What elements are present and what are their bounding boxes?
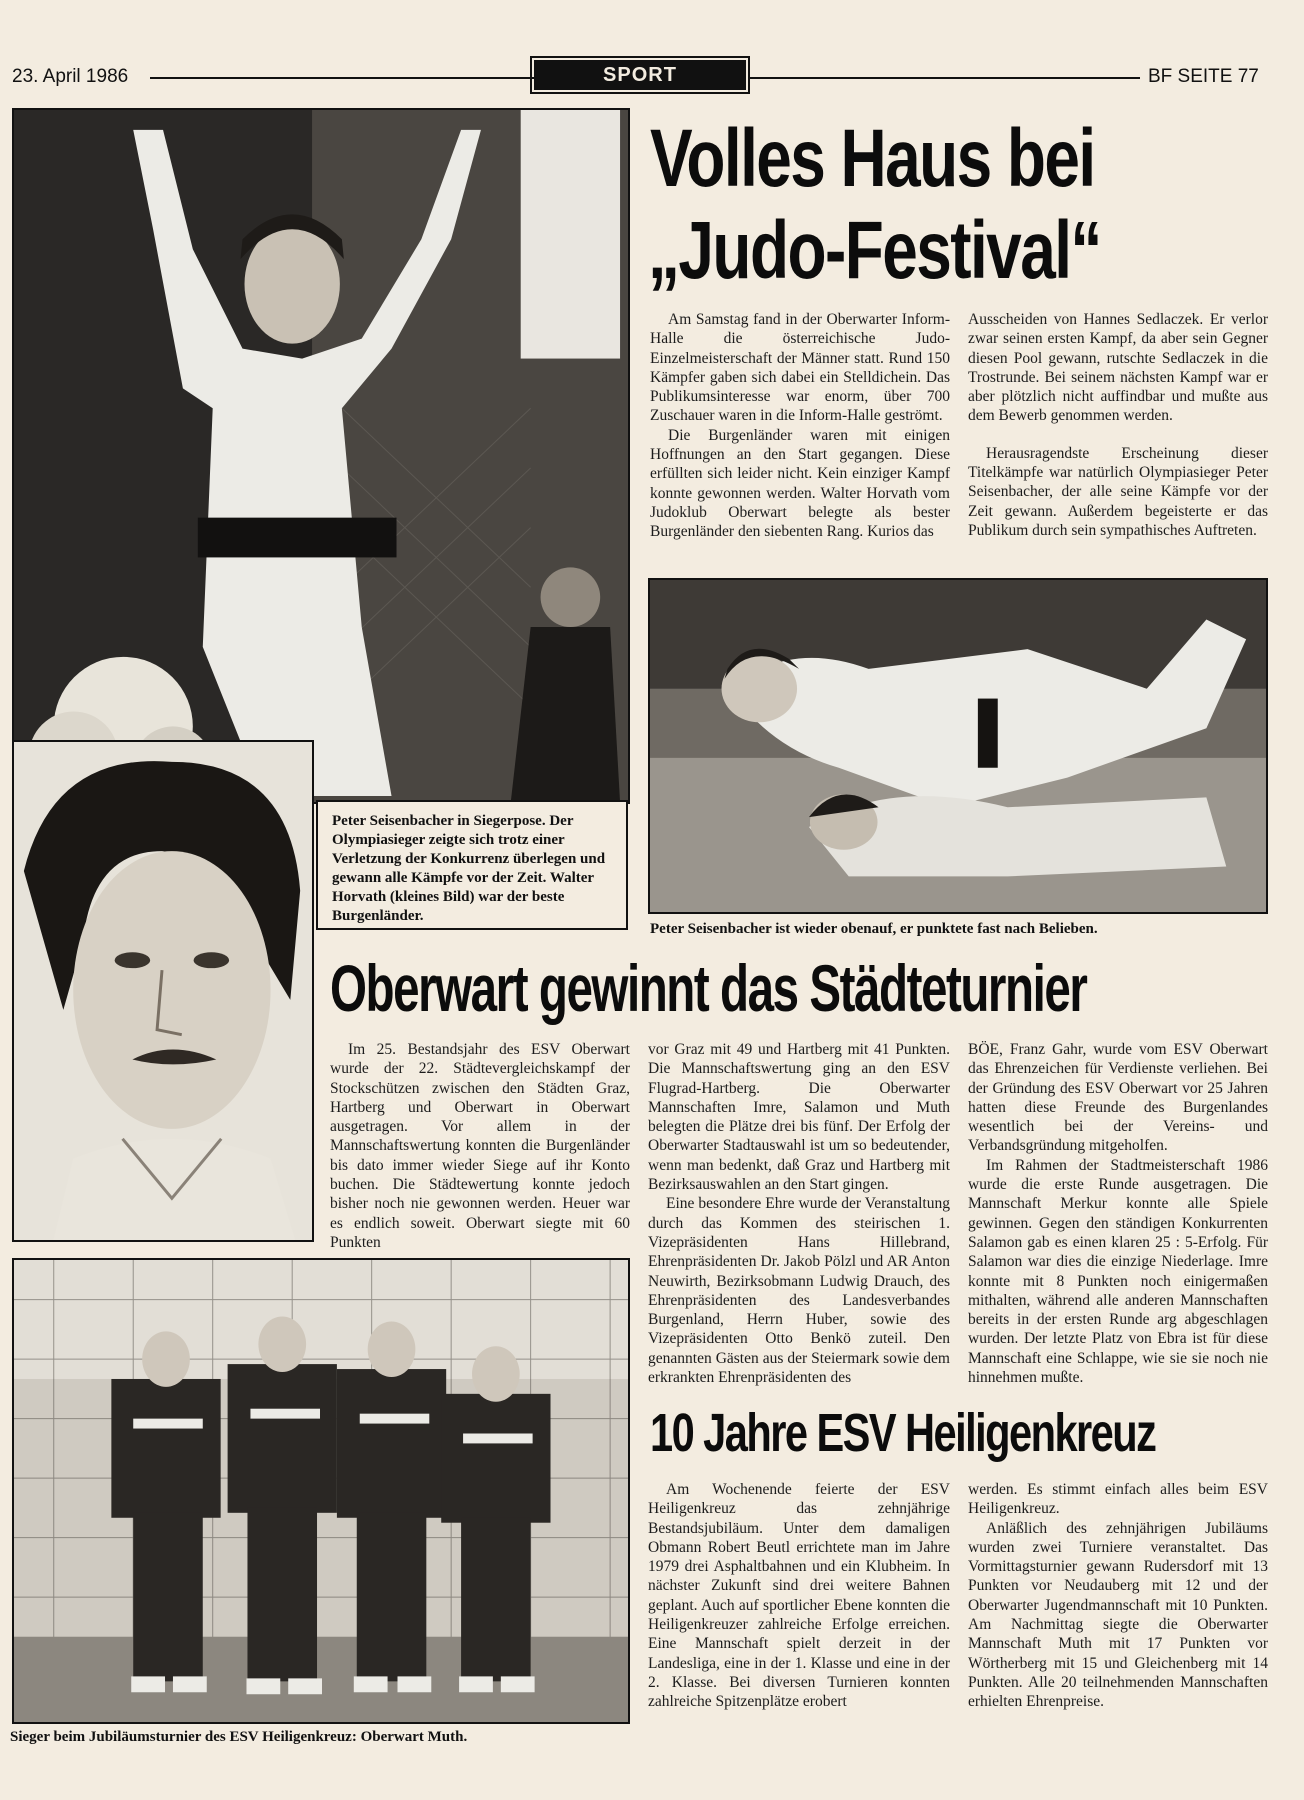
paragraph: Im Rahmen der Stadtmeisterschaft 1986 wurde die erste Runde ausgetragen. Die Mannschaft Merkur konnte alle Spiele gewinnen. Gegen den ständigen Konkurrenten Salamon gab es einen klaren 25 : 5-Erfolg. Für Salamon war dies die einzige Niederlage. Imre konnte mit 8 Punkten noch einigermaßen mithalten, während alle anderen Mannschaften bereits in der ersten Runde arg abgeschlagen wurden. Der letzte Platz von Ebra ist für diese Mannschaft eine Schlappe, wie sie sie noch nie hinnehmen mußte.	[968, 1156, 1268, 1387]
paragraph: Am Samstag fand in der Oberwarter Inform-Halle die österreichische Judo-Einzelmeisterschaft der Männer statt. Rund 150 Kämpfer gaben sich dabei ein Stelldichein. Das Publikumsinteresse war enorm, über 700 Zuschauer waren in die Inform-Halle geströmt.	[650, 311, 950, 425]
header-rule-left	[150, 77, 534, 79]
paragraph: vor Graz mit 49 und Hartberg mit 41 Punkten. Die Mannschaftswertung ging an den ESV Flugrad-Hartberg. Die Oberwarter Mannschaften Imre, Salamon und Muth belegten die Plätze drei bis fünf. Der Erfolg der Oberwarter Stadtauswahl ist um so bedeutender, wenn man bedenkt, daß Graz und Hartberg mit Bezirksauswahlen an den Start gingen.	[648, 1041, 950, 1194]
paragraph: werden. Es stimmt einfach alles beim ESV Heiligenkreuz.	[968, 1481, 1268, 1518]
headline-staedteturnier: Oberwart gewinnt das Städteturnier	[330, 951, 1087, 1025]
caption-victory: Peter Seisenbacher in Siegerpose. Der Olympiasieger zeigte sich trotz einer Verletzung der Konkurrenz überlegen und gewann alle Kämpfe vor der Zeit. Walter Horvath (kleines Bild) war der beste Burgenländer.	[316, 800, 628, 930]
headline-heiligenkreuz: 10 Jahre ESV Heiligenkreuz	[650, 1403, 1156, 1463]
issue-date: 23. April 1986	[12, 66, 129, 87]
headline-judo-line2: „Judo-Festival“	[648, 205, 1101, 296]
caption-team: Sieger beim Jubiläumsturnier des ESV Heiligenkreuz: Oberwart Muth.	[10, 1729, 468, 1745]
photo-walter-horvath	[12, 740, 314, 1242]
article-judo-col2	[968, 310, 1268, 540]
section-label: SPORT	[534, 60, 746, 90]
paragraph: Anläßlich des zehnjährigen Jubiläums wurden zwei Turniere veranstaltet. Das Vormittagsturnier gewann Rudersdorf mit 13 Punkten vor Neudauberg mit 12 und der Oberwarter Jugendmannschaft mit 10 Punkten. Am Nachmittag siegte die Oberwarter Mannschaft Muth mit 17 Punkten vor Wörtherberg mit 15 und Gleichenberg mit 14 Punkten. Alle 20 teilnehmenden Mannschaften erhielten Ehrenpreise.	[968, 1519, 1268, 1711]
caption-fight: Peter Seisenbacher ist wieder obenauf, er punktete fast nach Belieben.	[650, 921, 1098, 937]
header-rule-right	[750, 77, 1140, 79]
paragraph: Eine besondere Ehre wurde der Veranstaltung durch das Kommen des steirischen 1. Vizepräsidenten Hans Hillebrand, Ehrenpräsidenten Dr. Jakob Pölzl und AR Anton Neuwirth, Bezirksobmann Ludwig Drauch, des Ehrenpräsidenten des Landesverbandes Burgenland, Herrn Huber, sowie des Vizepräsidenten Otto Benkö zuteil. Den genannten Gästen aus der Steiermark sowie dem erkrankten Ehrenpräsidenten des	[648, 1195, 950, 1387]
paragraph: BÖE, Franz Gahr, wurde vom ESV Oberwart das Ehrenzeichen für Verdienste verliehen. Bei der Gründung des ESV Oberwart vor 25 Jahren hatten diese Freunde des Burgenlandes wesentlich bei der Vereins- und Verbandsgründung mitgeholfen.	[968, 1041, 1268, 1155]
paragraph: Am Wochenende feierte der ESV Heiligenkreuz das zehnjährige Bestandsjubiläum. Unter dem damaligen Obmann Robert Beutl errichtete man im Jahre 1979 drei Asphaltbahnen und ein Klubheim. In nächster Zukunft sind drei weitere Bahnen geplant. Auch auf sportlicher Ebene konnten die Heiligenkreuzer zahlreiche Erfolge erreichen. Eine Mannschaft spielt derzeit in der Landesliga, eine in der 1. Klasse und eine in der 2. Klasse. Bei diversen Turnieren konnten zahlreiche Spitzenplätze erobert	[648, 1481, 950, 1711]
article-stadt-col1	[330, 1040, 630, 1252]
paragraph: Herausragendste Erscheinung dieser Titelkämpfe war natürlich Olympiasieger Peter Seisenbacher, der alle seine Kämpfe vor der Zeit gewann. Außerdem begeisterte er das Publikum durch sein sympathisches Auftreten.	[968, 444, 1268, 539]
headline-judo-line1: Volles Haus bei	[650, 113, 1095, 204]
paragraph: Die Burgenländer waren mit einigen Hoffnungen an den Start gegangen. Diese erfüllten sich leider nicht. Kein einziger Kampf konnte gewonnen werden. Walter Horvath vom Judoklub Oberwart belegte als bester Burgenländer den siebenten Rang. Kurios das	[650, 426, 950, 541]
article-heiligenkreuz-col2	[968, 1480, 1268, 1712]
article-heiligenkreuz-col1	[648, 1480, 950, 1712]
paragraph: Im 25. Bestandsjahr des ESV Oberwart wurde der 22. Städtevergleichskampf der Stockschützen zwischen den Städten Graz, Hartberg und Oberwart in Oberwart ausgetragen. Vor allem in der Mannschaftswertung konnten die Burgenländer bis dato immer wieder Siege auf ihr Konto buchen. Die Städtewertung konnte jedoch bisher noch nie gewonnen werden. Heuer war es endlich soweit. Oberwart siegte mit 60 Punkten	[330, 1041, 630, 1251]
paragraph: Ausscheiden von Hannes Sedlaczek. Er verlor zwar seinen ersten Kampf, da aber sein Gegner diesen Pool gewann, rutschte Sedlaczek in die Trostrunde. Bei seinem nächsten Kampf war er aber plötzlich nicht auffindbar und mußte aus dem Bewerb genommen werden.	[968, 311, 1268, 425]
photo-team-oberwart-muth	[12, 1258, 630, 1724]
photo-seisenbacher-victory	[12, 108, 630, 804]
article-stadt-col3	[968, 1040, 1268, 1387]
article-stadt-col2	[648, 1040, 950, 1387]
page-number: BF SEITE 77	[1148, 66, 1259, 87]
photo-judo-fight	[648, 578, 1268, 914]
article-judo-col1	[650, 310, 950, 542]
